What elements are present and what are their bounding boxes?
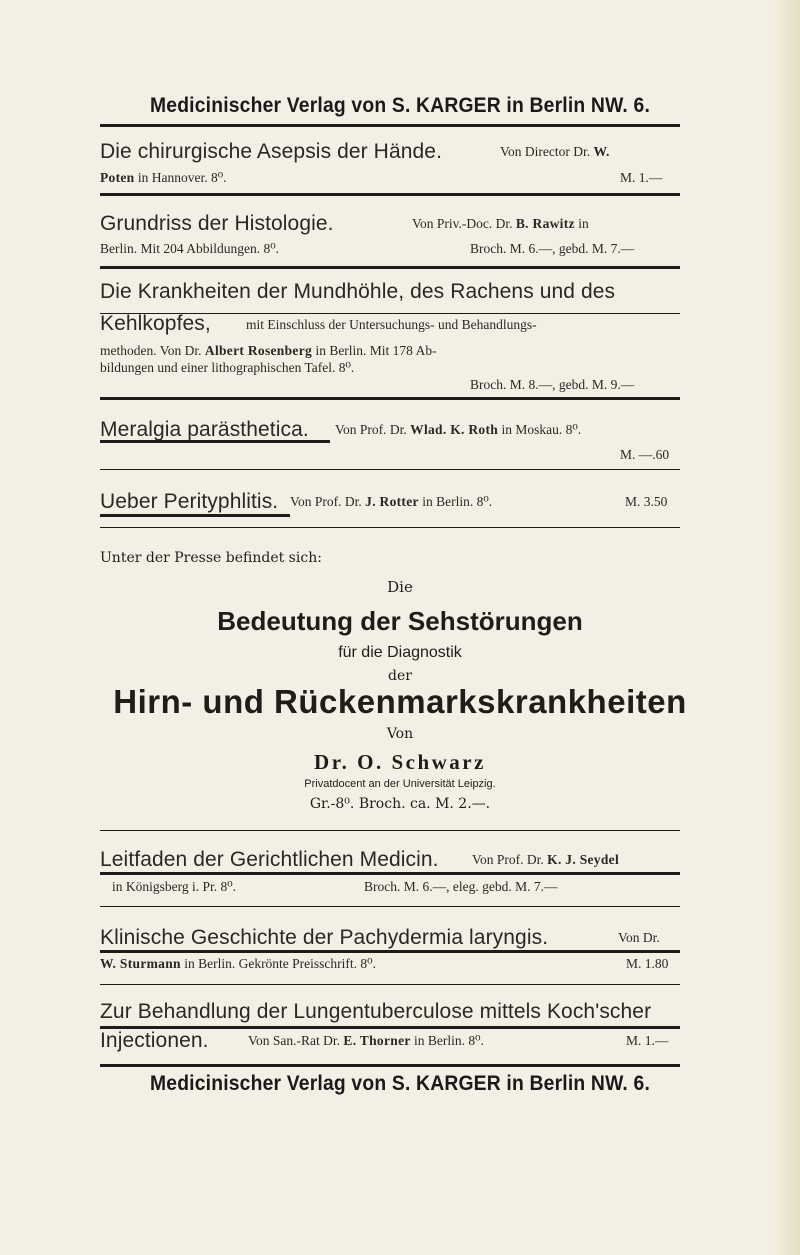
entry-subtitle: mit Einschluss der Untersuchungs- und Behandlungs-	[246, 317, 537, 332]
entry-details: Berlin. Mit 204 Abbildungen. 8⁰.	[100, 241, 280, 256]
entry-details: in Berlin. 8⁰.	[414, 1033, 484, 1048]
rule	[100, 950, 680, 953]
press-von: Von	[386, 726, 414, 742]
entry-title-line1: Zur Behandlung der Lungentuberculose mittels Koch'scher	[100, 1000, 652, 1023]
entry-price: M. 3.50	[625, 494, 668, 509]
entry-details: in Hannover. 8⁰.	[137, 170, 227, 185]
rule	[100, 1064, 680, 1067]
entry-title-line2: Injectionen.	[100, 1029, 209, 1052]
rule	[100, 830, 680, 831]
entry-price: M. —.60	[620, 447, 670, 462]
author-name: Wlad. K. Roth	[410, 422, 499, 437]
author-name: K. J. Seydel	[547, 852, 619, 867]
entry-details: in Königsberg i. Pr. 8⁰.	[112, 879, 237, 894]
entry-title-line1: Die Krankheiten der Mundhöhle, des Rachens und des	[100, 280, 616, 303]
rule	[100, 906, 680, 907]
entry-price: M. 1.—	[620, 170, 663, 185]
entry-price: Broch. M. 8.—, gebd. M. 9.—	[470, 377, 635, 392]
press-die: Die	[387, 578, 413, 596]
author-name: Poten	[100, 170, 135, 185]
byline-prefix: Von Director Dr.	[500, 144, 591, 159]
entry-title: Die chirurgische Asepsis der Hände.	[100, 140, 443, 163]
press-title-1: Bedeutung der Sehstörungen	[217, 606, 583, 636]
rule	[100, 469, 680, 470]
byline-prefix: Von Dr.	[618, 930, 660, 945]
press-title-2: Hirn- und Rückenmarkskrankheiten	[113, 683, 687, 720]
press-author: Dr. O. Schwarz	[314, 750, 486, 774]
rule	[100, 313, 680, 314]
entry-title: Grundriss der Histologie.	[100, 212, 334, 235]
entry-price: M. 1.—	[626, 1033, 669, 1048]
byline-prefix: Von Prof. Dr.	[335, 422, 407, 437]
entry-title: Klinische Geschichte der Pachydermia laryngis.	[100, 926, 549, 949]
press-der: der	[388, 668, 412, 684]
author-name: W. Sturmann	[100, 956, 181, 971]
rule	[100, 266, 680, 269]
entry-price: M. 1.80	[626, 956, 669, 971]
author-name: B. Rawitz	[515, 216, 575, 231]
author-initial: W.	[593, 144, 610, 159]
byline-suffix: in	[578, 216, 589, 231]
press-details: Gr.-8⁰. Broch. ca. M. 2.—.	[309, 796, 491, 812]
entry-lungentuberculose	[100, 1000, 680, 1060]
entry-details: bildungen und einer lithographischen Tafel. 8⁰.	[100, 360, 355, 375]
rule	[100, 984, 680, 985]
byline-prefix: Von Prof. Dr.	[290, 494, 362, 509]
press-intro: Unter der Presse befindet sich:	[100, 550, 322, 566]
entry-title-line2: Kehlkopfes,	[100, 312, 211, 335]
rule	[100, 397, 680, 400]
header-publisher: Medicinischer Verlag von S. KARGER in Berlin NW. 6.	[149, 94, 651, 117]
line-prefix: methoden. Von Dr.	[100, 343, 202, 358]
rule	[100, 527, 680, 528]
entry-price: Broch. M. 6.—, gebd. M. 7.—	[470, 241, 635, 256]
press-affiliation: Privatdocent an der Universität Leipzig.	[304, 778, 496, 790]
author-name: Albert Rosenberg	[204, 343, 313, 358]
entry-meralgia	[100, 418, 680, 468]
rule	[100, 1026, 680, 1029]
footer-publisher: Medicinischer Verlag von S. KARGER in Berlin NW. 6.	[149, 1072, 651, 1095]
byline-prefix: Von Priv.-Doc. Dr.	[412, 216, 513, 231]
rule	[100, 193, 680, 196]
entry-title: Ueber Perityphlitis.	[100, 490, 279, 513]
entry-details: in Berlin. 8⁰.	[422, 494, 493, 509]
rule	[100, 440, 330, 443]
rule	[100, 514, 290, 517]
entry-asepsis	[100, 140, 680, 190]
press-fuer: für die Diagnostik	[338, 644, 462, 661]
byline-prefix: Von San.-Rat Dr.	[248, 1033, 341, 1048]
entry-krankheiten	[100, 280, 680, 390]
byline-prefix: Von Prof. Dr.	[472, 852, 544, 867]
entry-title: Leitfaden der Gerichtlichen Medicin.	[100, 848, 439, 871]
author-name: J. Rotter	[365, 494, 419, 509]
entry-details: in Berlin. Gekrönte Preisschrift. 8⁰.	[184, 956, 376, 971]
entry-price: Broch. M. 6.—, eleg. gebd. M. 7.—	[364, 879, 558, 894]
entry-title: Meralgia parästhetica.	[100, 418, 309, 441]
author-name: E. Thorner	[343, 1033, 411, 1048]
entry-details: in Moskau. 8⁰.	[501, 422, 582, 437]
rule	[100, 872, 680, 875]
header-rule	[100, 124, 680, 127]
entry-histologie	[100, 212, 680, 262]
line-suffix: in Berlin. Mit 178 Ab-	[315, 343, 437, 358]
